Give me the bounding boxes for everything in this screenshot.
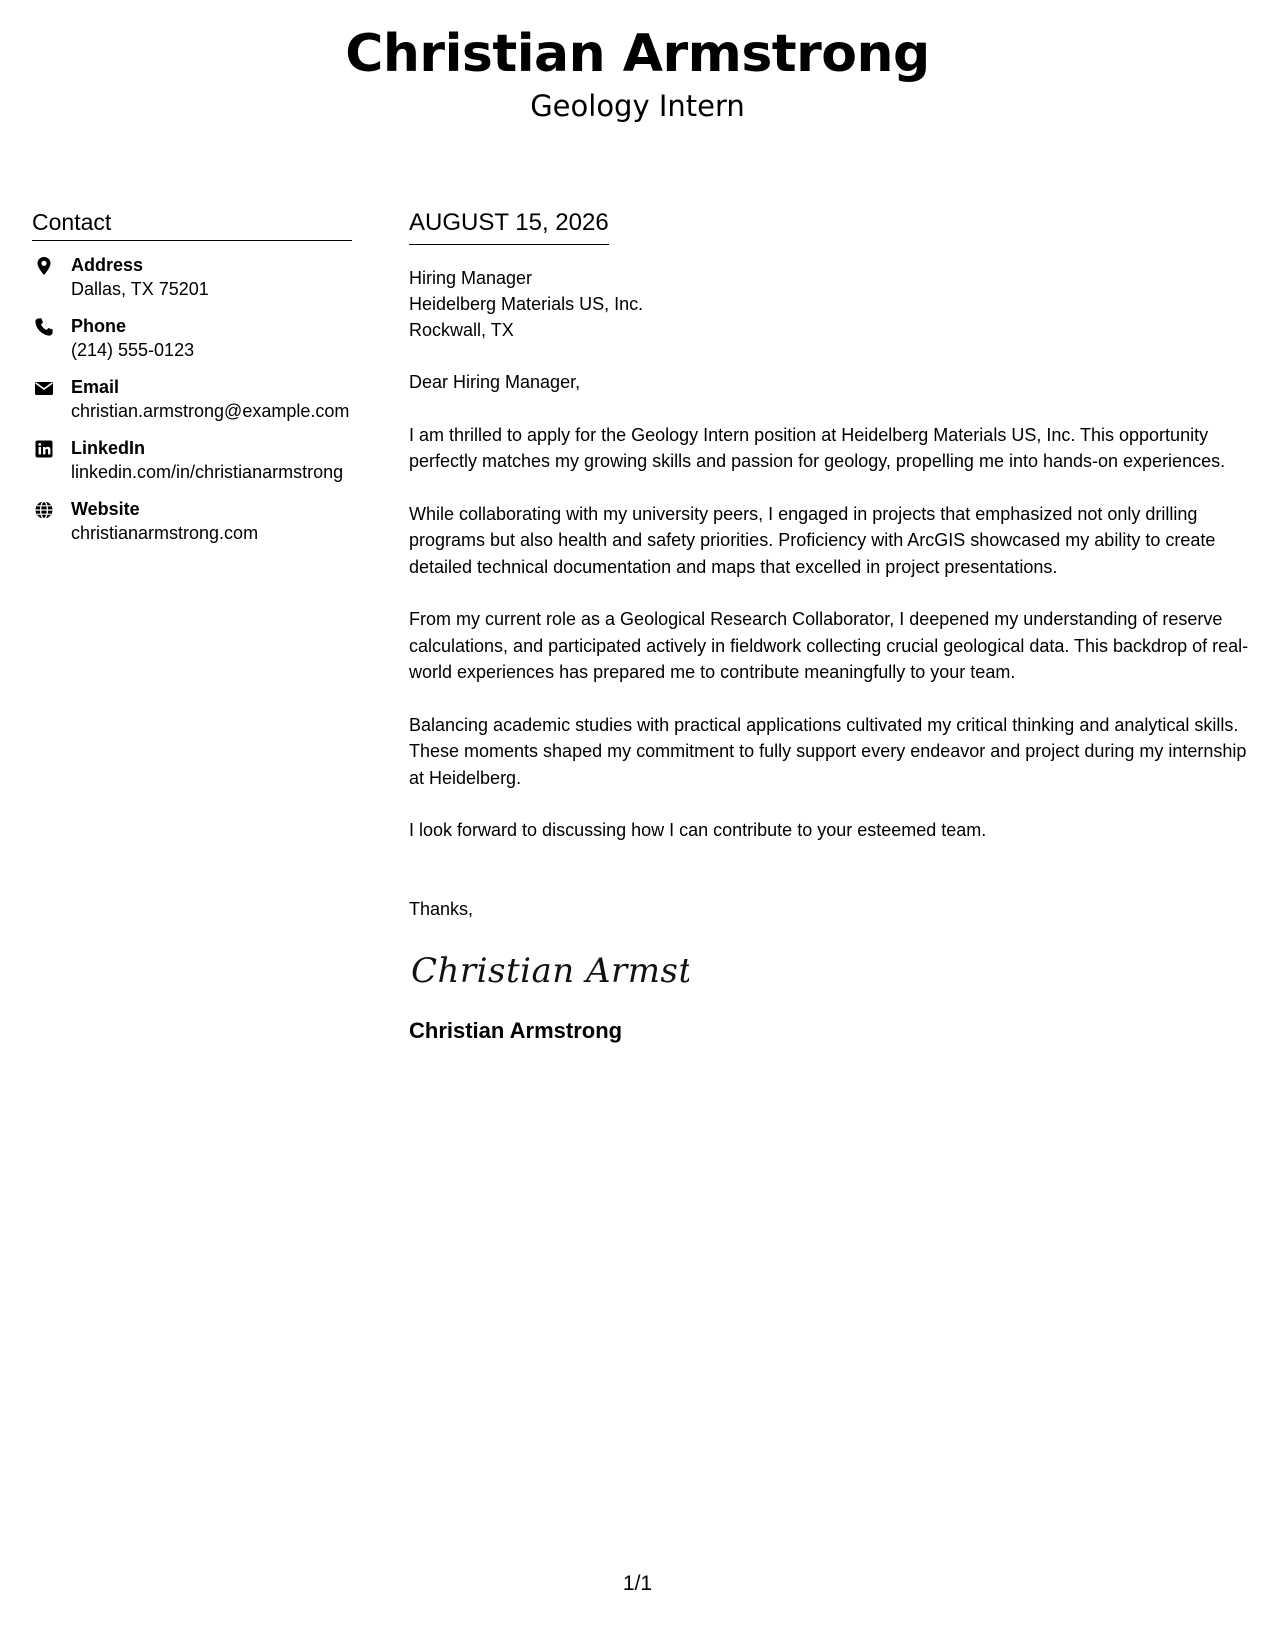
- recipient-block: [409, 265, 1254, 343]
- job-title: Geology Intern: [530, 89, 745, 123]
- globe-icon: [34, 500, 54, 520]
- recipient-company: Heidelberg Materials US, Inc.: [409, 294, 644, 314]
- paragraph: Balancing academic studies with practical applications cultivated my critical thinking and analytical skills. These moments shaped my commitment to fully support every endeavor and project during my internship at Heidelberg.: [409, 714, 1247, 788]
- linkedin-value: linkedin.com/in/christianarmstrong: [71, 462, 344, 482]
- letter-date: AUGUST 15, 2026: [409, 208, 609, 245]
- linkedin-label: LinkedIn: [71, 438, 146, 458]
- envelope-icon: [34, 378, 54, 398]
- svg-text:Christian Armst: Christian Armst: [411, 951, 689, 991]
- email-value: christian.armstrong@example.com: [71, 401, 350, 421]
- location-pin-icon: [34, 256, 54, 276]
- address-value: Dallas, TX 75201: [71, 279, 209, 299]
- applicant-name: Christian Armstrong: [345, 24, 930, 84]
- paragraph: While collaborating with my university peers, I engaged in projects that emphasized not only drilling programs but also health and safety priorities. Proficiency with ArcGIS showcased my ability to create detailed technical documentation and maps that excelled in project presentations.: [409, 503, 1216, 577]
- website-label: Website: [71, 499, 140, 519]
- contact-heading: Contact: [32, 208, 352, 241]
- letter-header: [0, 22, 1275, 126]
- phone-value: (214) 555-0123: [71, 340, 195, 360]
- phone-icon: [34, 317, 54, 337]
- recipient-line: Hiring Manager: [409, 268, 533, 288]
- salutation: Dear Hiring Manager,: [409, 372, 581, 392]
- contact-item-phone: [32, 314, 352, 363]
- email-label: Email: [71, 377, 120, 397]
- linkedin-icon: [34, 439, 54, 459]
- contact-item-linkedin: [32, 436, 352, 485]
- letter-body: [409, 208, 1254, 1046]
- paragraph: I look forward to discussing how I can contribute to your esteemed team.: [409, 820, 987, 840]
- address-label: Address: [71, 255, 144, 275]
- signer-name: Christian Armstrong: [409, 1018, 623, 1043]
- contact-item-address: [32, 253, 352, 302]
- phone-label: Phone: [71, 316, 127, 336]
- recipient-location: Rockwall, TX: [409, 320, 514, 340]
- contact-sidebar: [32, 208, 352, 558]
- website-value: christianarmstrong.com: [71, 523, 259, 543]
- signature-image: [409, 942, 689, 1002]
- page-number: 1/1: [622, 1572, 653, 1595]
- signature: [409, 942, 1254, 1002]
- closing: Thanks,: [409, 898, 474, 919]
- contact-item-website: [32, 497, 352, 546]
- paragraph: I am thrilled to apply for the Geology Intern position at Heidelberg Materials US, Inc. This opportunity perfectly matches my growing skills and passion for geology, propelling me into hands-on experiences.: [409, 424, 1226, 471]
- contact-item-email: [32, 375, 352, 424]
- paragraph: From my current role as a Geological Research Collaborator, I deepened my understanding of reserve calculations, and participated actively in fieldwork collecting crucial geological data. This backdrop of real-world experiences has prepared me to contribute meaningfully to your team.: [409, 609, 1249, 682]
